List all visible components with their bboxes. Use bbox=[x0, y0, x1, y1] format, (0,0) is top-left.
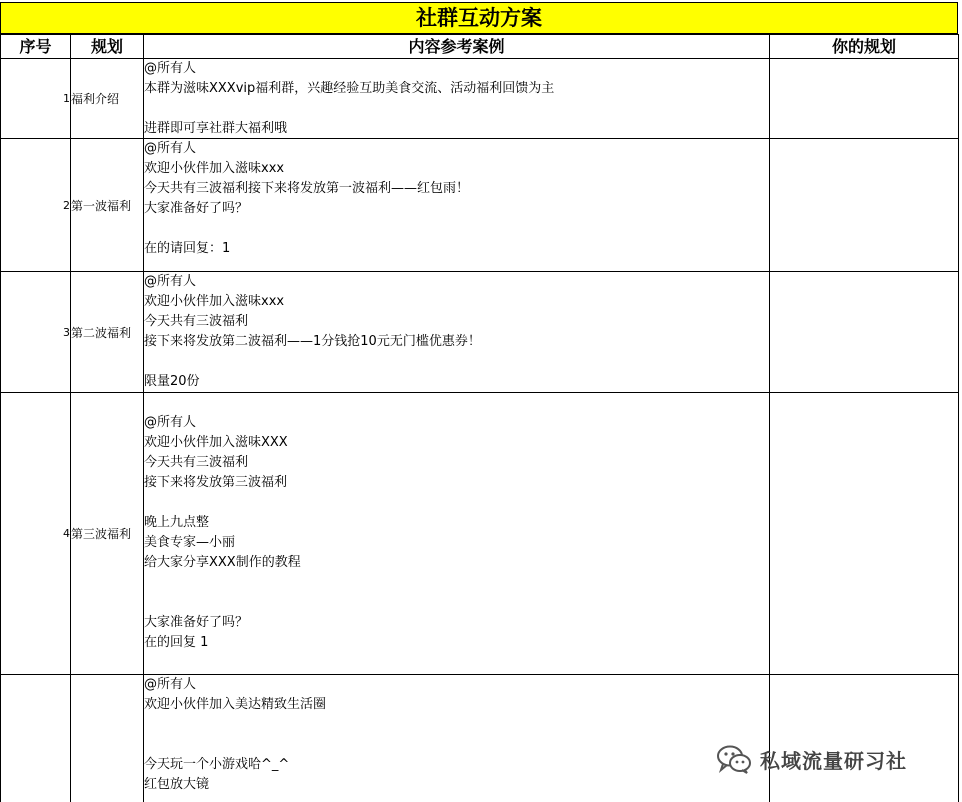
row-plan bbox=[71, 675, 144, 802]
sheet-title: 社群互动方案 bbox=[0, 2, 958, 34]
content-line: 接下来将发放第二波福利——1分钱抢10元无门槛优惠券！ bbox=[144, 334, 481, 349]
content-line: 限量20份 bbox=[144, 374, 200, 389]
content-line: 在的回复 1 bbox=[144, 635, 209, 650]
row-number bbox=[1, 675, 71, 802]
row-content bbox=[144, 393, 770, 675]
row-number: 2 bbox=[1, 139, 71, 272]
table-row bbox=[1, 393, 959, 675]
table-row bbox=[1, 675, 959, 802]
content-line bbox=[144, 219, 769, 239]
row-your-plan-cell[interactable] bbox=[770, 393, 959, 675]
content-line: 本群为滋味XXXvip福利群，兴趣经验互助美食交流、活动福利回馈为主 bbox=[144, 81, 555, 96]
row-number: 1 bbox=[1, 59, 71, 139]
wechat-icon bbox=[716, 744, 752, 774]
content-line bbox=[144, 99, 769, 119]
content-line: @所有人 bbox=[144, 677, 197, 692]
content-line bbox=[144, 715, 769, 735]
content-line: 美食专家—小丽 bbox=[144, 535, 236, 550]
header-seq: 序号 bbox=[1, 35, 71, 59]
row-content bbox=[144, 272, 770, 393]
content-line bbox=[144, 573, 769, 593]
row-your-plan-cell[interactable] bbox=[770, 59, 959, 139]
content-line: 今天共有三波福利 bbox=[144, 455, 249, 470]
row-plan: 第三波福利 bbox=[71, 393, 144, 675]
content-line: 在的请回复：1 bbox=[144, 241, 231, 256]
content-line: @所有人 bbox=[144, 415, 197, 430]
content-line: 给大家分享XXX制作的教程 bbox=[144, 555, 301, 570]
watermark bbox=[716, 742, 907, 776]
table-row bbox=[1, 139, 959, 272]
content-line bbox=[144, 393, 769, 413]
row-your-plan-cell[interactable] bbox=[770, 675, 959, 802]
content-line: 今天共有三波福利接下来将发放第一波福利——红包雨！ bbox=[144, 181, 470, 196]
content-line: 大家准备好了吗？ bbox=[144, 615, 249, 630]
row-plan: 第二波福利 bbox=[71, 272, 144, 393]
content-line: 今天玩一个小游戏哈^_^ bbox=[144, 757, 290, 772]
table-row bbox=[1, 272, 959, 393]
content-line: @所有人 bbox=[144, 141, 197, 156]
content-line bbox=[144, 352, 769, 372]
table-row bbox=[1, 59, 959, 139]
content-line bbox=[144, 593, 769, 613]
row-your-plan-cell[interactable] bbox=[770, 272, 959, 393]
content-line: 大家准备好了吗？ bbox=[144, 201, 249, 216]
content-line: 今天共有三波福利 bbox=[144, 314, 249, 329]
watermark-text: 私域流量研习社 bbox=[760, 748, 907, 773]
row-number: 4 bbox=[1, 393, 71, 675]
content-line: 晚上九点整 bbox=[144, 515, 210, 530]
content-line bbox=[144, 493, 769, 513]
content-line: 红包放大镜 bbox=[144, 777, 210, 792]
header-row bbox=[1, 35, 959, 59]
row-number: 3 bbox=[1, 272, 71, 393]
header-content: 内容参考案例 bbox=[144, 35, 770, 59]
content-line: 接下来将发放第三波福利 bbox=[144, 475, 288, 490]
row-content bbox=[144, 59, 770, 139]
header-yours: 你的规划 bbox=[770, 35, 959, 59]
content-line: @所有人 bbox=[144, 61, 197, 76]
content-line bbox=[144, 735, 769, 755]
row-content bbox=[144, 139, 770, 272]
row-plan: 第一波福利 bbox=[71, 139, 144, 272]
content-line: 欢迎小伙伴加入滋味XXX bbox=[144, 435, 288, 450]
row-plan: 福利介绍 bbox=[71, 59, 144, 139]
content-line: 欢迎小伙伴加入美达精致生活圈 bbox=[144, 697, 327, 712]
content-line: 欢迎小伙伴加入滋味xxx bbox=[144, 161, 285, 176]
header-plan: 规划 bbox=[71, 35, 144, 59]
content-line: 欢迎小伙伴加入滋味xxx bbox=[144, 294, 285, 309]
content-line: 进群即可享社群大福利哦 bbox=[144, 121, 288, 136]
content-line: @所有人 bbox=[144, 274, 197, 289]
plan-table bbox=[0, 34, 959, 802]
row-your-plan-cell[interactable] bbox=[770, 139, 959, 272]
row-content bbox=[144, 675, 770, 802]
